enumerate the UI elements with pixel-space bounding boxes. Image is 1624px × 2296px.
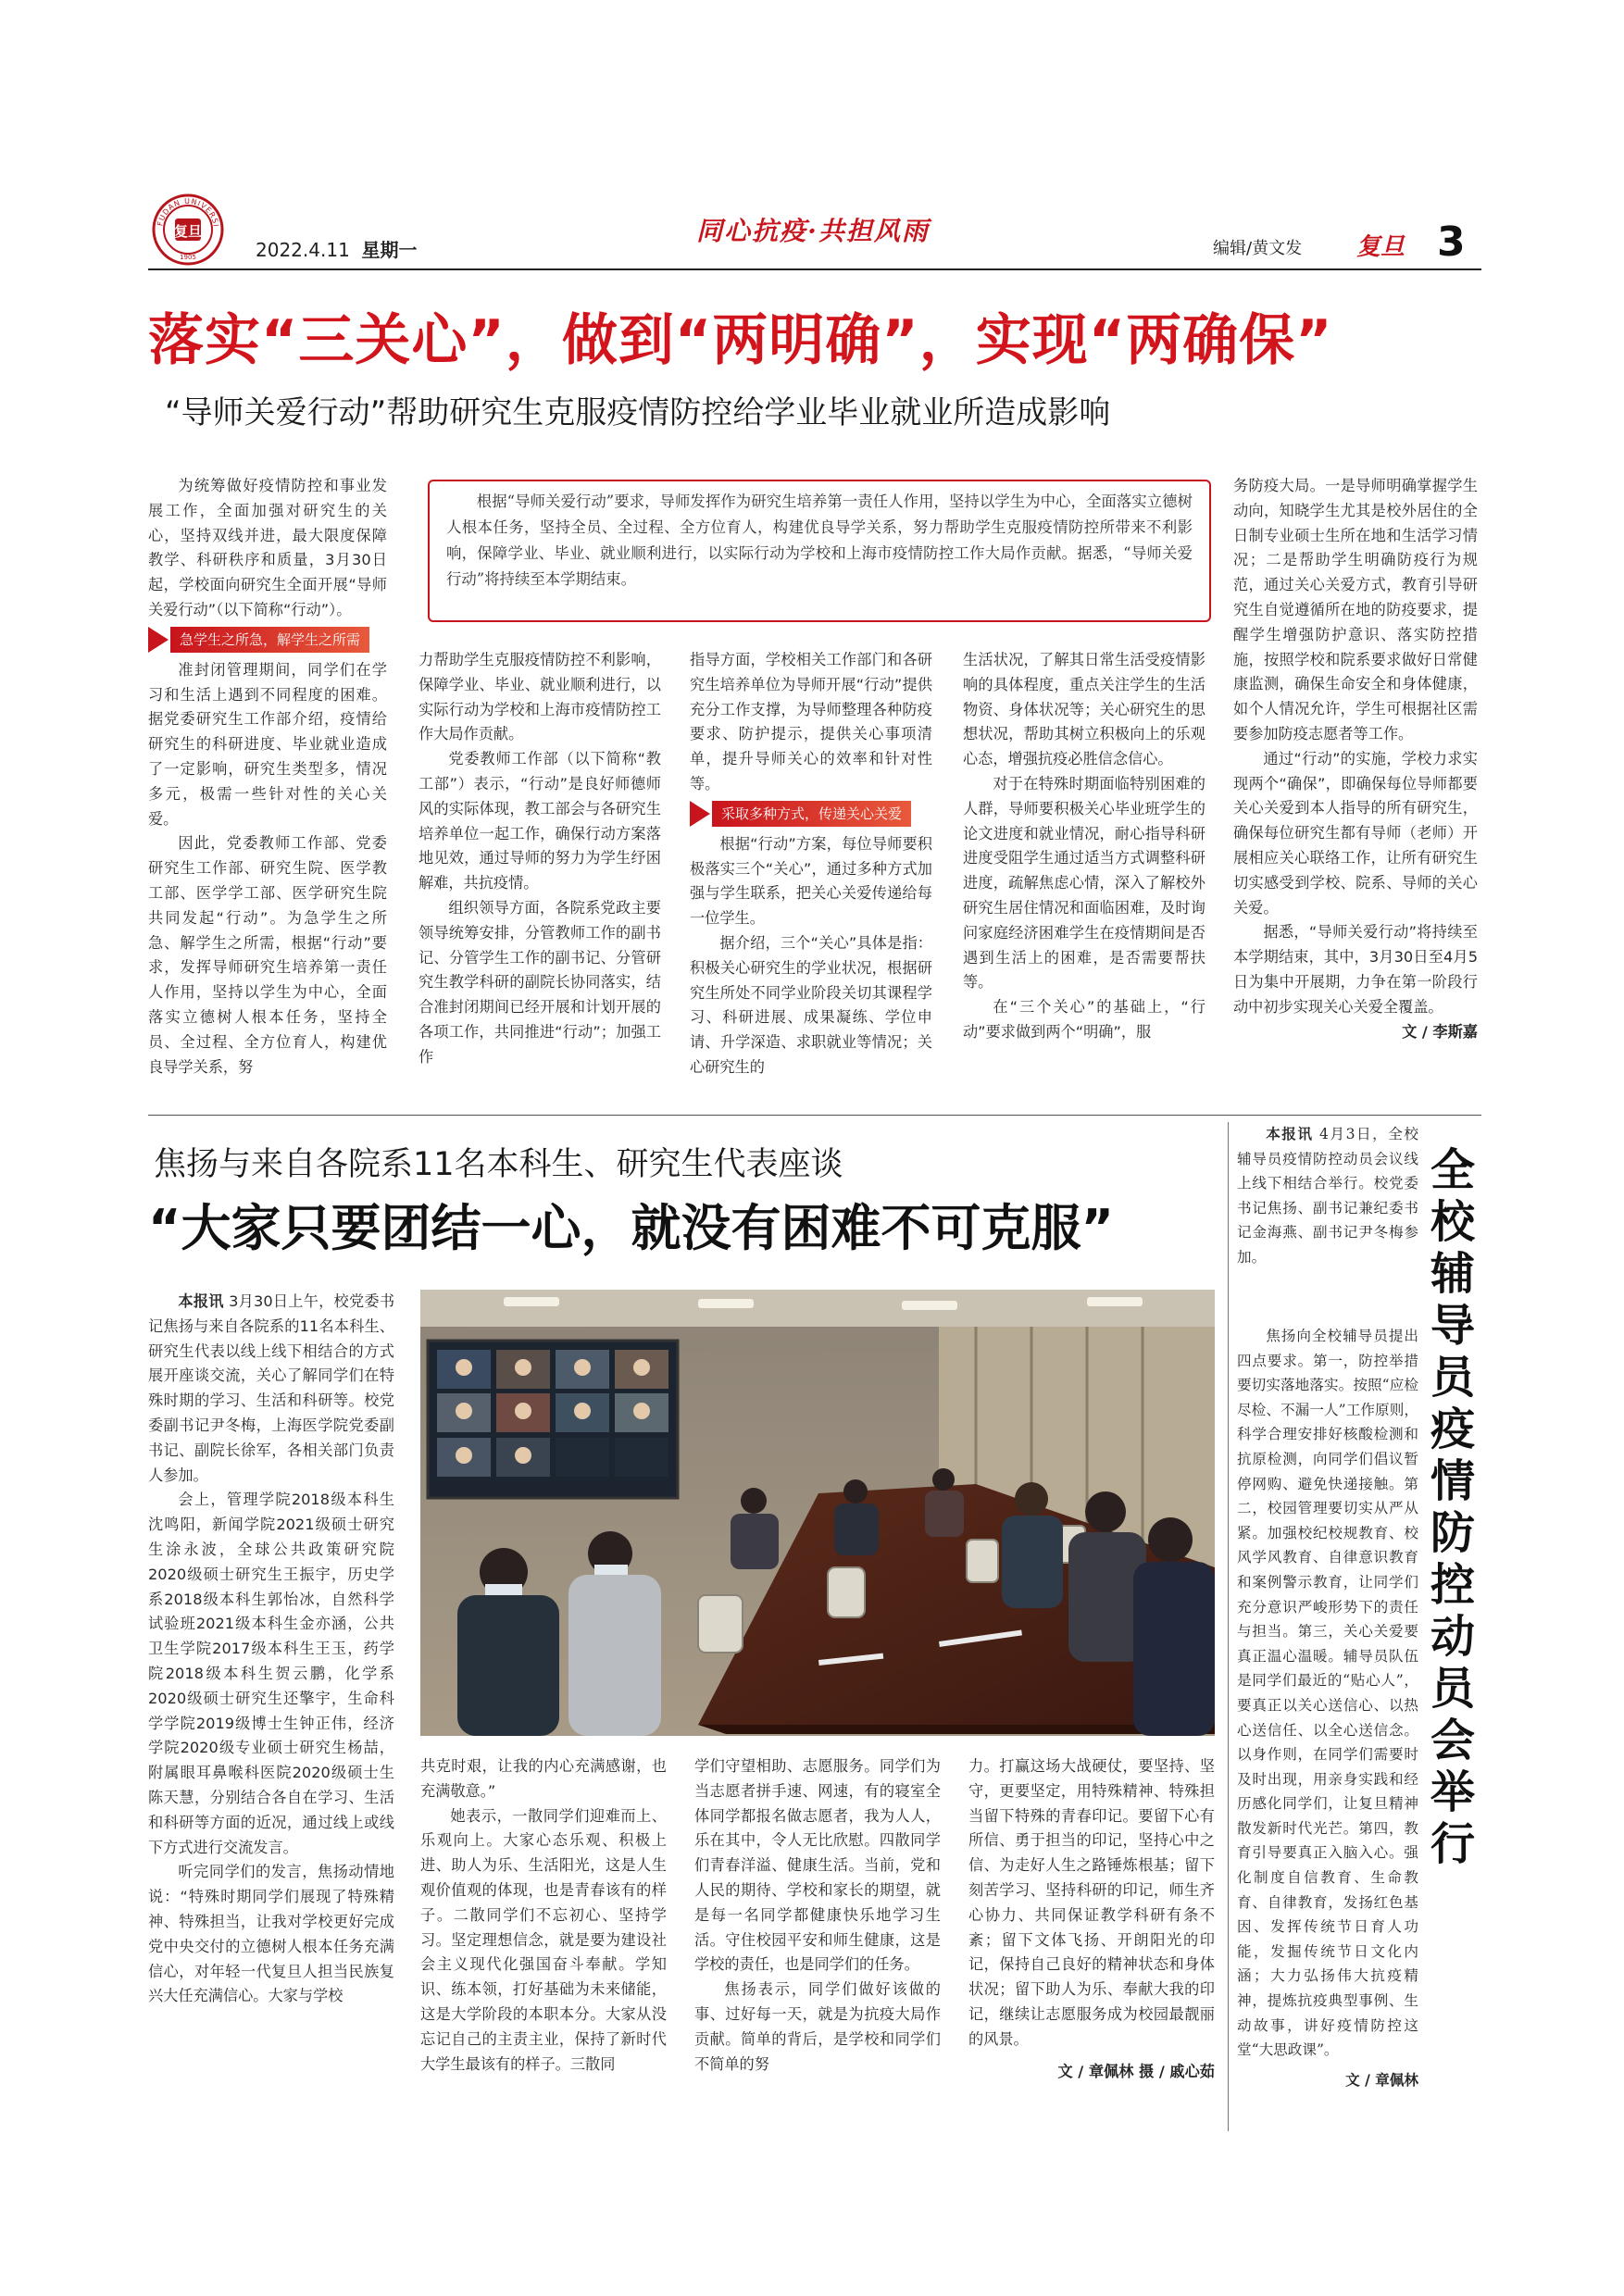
article1-bottom-rule [148,1115,1481,1116]
article1-col3-p1: 根据“行动”方案，每位导师要积极落实三个“关心”，通过多种方式加强与学生联系，把关心关爱传递给每一位学生。 [690,834,932,928]
article3-body-cont [1237,1324,1418,2092]
slogan-text: 同心抗疫·共担风雨 [696,216,930,246]
section-tag-1 [148,627,387,653]
article1-subtitle: “导师关爱行动”帮助研究生克服疫情防控给学业毕业就业所造成影响 [165,394,1111,431]
article1-col2-p1: 党委教师工作部（以下简称“教工部”）表示，“行动”是良好师德师风的实际体现，教工部会与各研究生培养单位一起工作，确保行动方案落地见效，通过导师的努力为学生纾困解难，共抗疫情。 [418,750,661,892]
article1-col5-p0: 务防疫大局。一是导师明确掌握学生动向，知晓学生尤其是校外居住的全日制专业硕士生所在地和生活学习情况；二是帮助学生明确防疫行为规范，通过关心关爱方式，教育引导研究生自觉遵循所在地的防疫要求，提醒学生增强防护意识、落实防控措施，按照学校和院系要求做好日常健康监测，确保生命安全和身体健康，如个人情况允许，学生可根据社区需要参加防疫志愿者等工作。 [1233,477,1478,742]
svg-text:1905: 1905 [180,254,196,261]
svg-text:复旦: 复旦 [173,223,203,240]
article1-col4 [963,648,1206,1045]
article1-col2-p0: 力帮助学生克服疫情防控不利影响，保障学业、毕业、就业顺利进行，以实际行动为学校和上海市疫情防控工作大局作贡献。 [418,651,661,743]
article1-intro-text: 根据“导师关爱行动”要求，导师发挥作为研究生培养第一责任人作用，坚持以学生为中心，全面落实立德树人根本任务，坚持全员、全过程、全方位育人，构建优良导学关系，努力帮助学生克服疫情防控所带来不利影响，保障学业、毕业、就业顺利进行，以实际行动为学校和上海市疫情防控工作大局作贡献。据悉，“导师关爱行动”将持续至本学期结束。 [446,493,1193,588]
masthead-paper-name: 复旦 [1356,233,1405,261]
tag-triangle-icon [148,627,169,653]
article3-title: 全校辅导员疫情防控动员会举行 [1430,1144,1476,1870]
article2-title: “大家只要团结一心，就没有困难不可克服” [148,1199,1114,1257]
article2-col3-p1: 焦扬表示，同学们做好该做的事、过好每一天，就是为抗疫大局作贡献。简单的背后，是学校和同学们不简单的努 [694,1980,941,2073]
page-number: 3 [1437,218,1466,266]
meeting-photo [420,1290,1215,1736]
article3-byline: 文 / 章佩林 [1345,2071,1418,2089]
article3-p0: 4月3日，全校辅导员疫情防控动员会议线上线下相结合举行。校党委书记焦扬、副书记兼纪委书记金海燕、副书记尹冬梅参加。 [1237,1126,1418,1266]
article1-col5-p1: 通过“行动”的实施，学校力求实现两个“确保”，即确保每位导师都要关心关爱到本人指导的所有研究生，确保每位研究生都有导师（老师）开展相应关心联络工作，让所有研究生切实感受到学校、院系、导师的关心关爱。 [1233,749,1478,917]
tag-triangle-icon [690,801,710,827]
section-tag-2 [690,801,932,827]
article1-col5-p2: 据悉，“导师关爱行动”将持续至本学期结束，其中，3月30日至4月5日为集中开展期，力争在第一阶段行动中初步实现关心关爱全覆盖。 [1233,923,1478,1016]
article1-col2 [418,648,661,1070]
article2-col2 [420,1754,667,2077]
article1-col4-p0: 生活状况，了解其日常生活受疫情影响的具体程度，重点关注学生的生活物资、身体状况等；关心研究生的思想状况，帮助其树立积极向上的乐观心态，增强抗疫必胜信念信心。 [963,651,1206,768]
article2-col1 [148,1290,394,2009]
seal-icon [151,193,225,267]
university-seal [151,193,225,267]
article1-col4-p2: 在“三个关心”的基础上，“行动”要求做到两个“明确”，服 [963,998,1206,1041]
article1-col1 [148,474,387,1079]
article3-p1: 焦扬向全校辅导员提出四点要求。第一，防控举措要切实落地落实。按照“应检尽检、不漏一人”工作原则，科学合理安排好核酸检测和抗原检测，向同学们倡议暂停网购、避免快递接触。第二，校园管理要切实从严从紧。加强校纪校规教育、校风学风教育、自律意识教育和案例警示教育，让同学们充分意识严峻形势下的责任与担当。第三，关心关爱要真正温心温暖。辅导员队伍是同学们最近的“贴心人”，要真正以关心送信心、以热心送信任、以全心送信念。以身作则，在同学们需要时及时出现，用亲身实践和经历感化同学们，让复旦精神散发新时代光芒。第四，教育引导要真正入脑入心。强化制度自信教育、生命教育、自律教育，发扬红色基因、发挥传统节日育人功能，发掘传统节日文化内涵；大力弘扬伟大抗疫精神，提炼抗疫典型事例、生动故事，讲好疫情防控这堂“大思政课”。 [1237,1328,1418,2059]
article3-lead: 本报讯 [1266,1126,1314,1142]
article2-col2-p0: 共克时艰，让我的内心充满感谢，也充满敬意。” [420,1757,667,1800]
article1-col3 [690,648,932,1080]
article2-col1-p2: 听完同学们的发言，焦扬动情地说：“特殊时期同学们展现了特殊精神、特殊担当，让我对学校更好完成党中央交付的立德树人根本任务充满信心，对年轻一代复旦人担当民族复兴大任充满信心。大家与学校 [148,1863,394,2005]
masthead-slogan [665,211,961,252]
article2-col3-p0: 学们守望相助、志愿服务。同学们为当志愿者拼手速、网速，有的寝室全体同学都报名做志愿者，我为人人，乐在其中，令人无比欣慰。四散同学们青春洋溢、健康生活。当前，党和人民的期待、学校和家长的期望，就是每一名同学都健康快乐地学习生活。守住校园平安和师生健康，这是学校的责任，也是同学们的任务。 [694,1757,941,1974]
article2-col4 [968,1754,1215,2084]
article2-col1-p0: 3月30日上午，校党委书记焦扬与来自各院系的11名本科生、研究生代表以线上线下相结合的方式展开座谈交流，关心了解同学们在特殊时期的学习、生活和科研等。校党委副书记尹冬梅，上海医学院党委副书记、副院长徐军，各相关部门负责人参加。 [148,1292,395,1484]
article1-col3-p0: 指导方面，学校相关工作部门和各研究生培养单位为导师开展“行动”提供充分工作支撑，为导师整理各种防疫要求、防护提示，提供关心事项清单，提升导师关心的效率和针对性等。 [690,651,932,792]
article1-col2-p2: 组织领导方面，各院系党政主要领导统筹安排，分管教师工作的副书记、分管学生工作的副书记、分管研究生教学科研的副院长协同落实，结合准封闭期间已经开展和计划开展的各项工作，共同推进“行动”；加强工作 [418,898,661,1066]
masthead-editor: 编辑/黄文发 [1213,239,1303,258]
article2-lead: 本报讯 [178,1292,224,1310]
article2-kicker: 焦扬与来自各院系11名本科生、研究生代表座谈 [154,1146,843,1183]
section-tag-1-text: 急学生之所急，解学生之所需 [170,627,369,653]
article2-byline: 文 / 章佩林 摄 / 戚心茹 [1057,2062,1215,2080]
article1-col5 [1233,474,1478,1044]
article1-col3-p2: 据介绍，三个“关心”具体是指：积极关心研究生的学业状况，根据研究生所处不同学业阶段关切其课程学习、科研进展、成果凝练、学位申请、升学深造、求职就业等情况；关心研究生的 [690,933,932,1076]
article1-byline: 文 / 李斯嘉 [1402,1022,1478,1041]
article3-body [1237,1122,1418,1270]
article2-col2-p1: 她表示，一散同学们迎难而上、乐观向上。大家心态乐观、积极上进、助人为乐、生活阳光，这是人生观价值观的体现，也是青春该有的样子。二散同学们不忘初心、坚持学习。坚定理想信念，就是要为建设社会主义现代化强国奋斗奉献。学知识、练本领，打好基础为未来储能，这是大学阶段的本职本分。大家从没忘记自己的主责主业，保持了新时代大学生最该有的样子。三散同 [420,1806,667,2073]
svg-text:FUDAN UNIVERSITY: FUDAN UNIVERSI [156,196,220,229]
article1-col1-top: 为统筹做好疫情防控和事业发展工作，全面加强对研究生的关心，坚持双线并进，最大限度保障教学、科研秩序和质量，3月30日起，学校面向研究生全面开展“导师关爱行动”（以下简称“行动”）。 [148,477,387,618]
article2-col3 [694,1754,941,2077]
section-tag-2-text: 采取多种方式，传递关心关爱 [712,801,911,827]
column-divider [1228,1122,1229,2131]
article1-col1-p2: 因此，党委教师工作部、党委研究生工作部、研究生院、医学教工部、医学学工部、医学研究生院共同发起“行动”。为急学生之所急、解学生之所需，根据“行动”要求，发挥导师研究生培养第一责任人作用，坚持以学生为中心，全面落实立德树人根本任务，坚持全员、全过程、全方位育人，构建优良导学关系，努 [148,834,387,1076]
article1-col4-p1: 对于在特殊时期面临特别困难的人群，导师要积极关心毕业班学生的论文进度和就业情况，耐心指导科研进度受阻学生通过适当方式调整科研进度，疏解焦虑心情，深入了解校外研究生居住情况和面临困难，及时询问家庭经济困难学生在疫情期间是否遇到生活上的困难，是否需要帮扶等。 [963,774,1206,992]
article1-col1-p1: 准封闭管理期间，同学们在学习和生活上遇到不同程度的困难。据党委研究生工作部介绍，疫情给研究生的科研进度、毕业就业造成了一定影响，研究生类型多，情况多元，极需一些针对性的关心关爱。 [148,660,387,828]
weekday: 星期一 [361,239,418,261]
date: 2022.4.11 [256,239,350,261]
article1-title: 落实“三关心”，做到“两明确”，实现“两确保” [148,308,1333,373]
article2-col1-p1: 会上，管理学院2018级本科生沈鸣阳，新闻学院2021级硕士研究生涂永波，全球公共政策研究院2020级硕士研究生王振宇，历史学系2018级本科生郭怡冰，自然科学试验班2021级本科生金亦涵，公共卫生学院2017级本科生王玉，药学院2018级本科生贺云鹏，化学系2020级硕士研究生还擎宇，生命科学学院2019级博士生钟正伟，经济学院2020级专业硕士研究生杨喆，附属眼耳鼻喉科医院2020级硕士生陈天慧，分别结合各自在学习、生活和科研等方面的近况，通过线上或线下方式进行交流发言。 [148,1491,394,1856]
masthead-date [256,235,418,262]
meeting-room-image [420,1290,1215,1736]
masthead-rule [148,268,1481,270]
article2-col4-p0: 力。打赢这场大战硬仗，要坚持、坚守，更要坚定，用特殊精神、特殊担当留下特殊的青春印记。要留下心有所信、勇于担当的印记，坚持心中之信、为走好人生之路锤炼根基；留下刻苦学习、坚持科研的印记，师生齐心协力、共同保证教学科研有条不紊；留下文体飞扬、开朗阳光的印记，保持自己良好的精神状态和身体状况；留下助人为乐、奉献大我的印记，继续让志愿服务成为校园最靓丽的风景。 [968,1757,1215,2048]
